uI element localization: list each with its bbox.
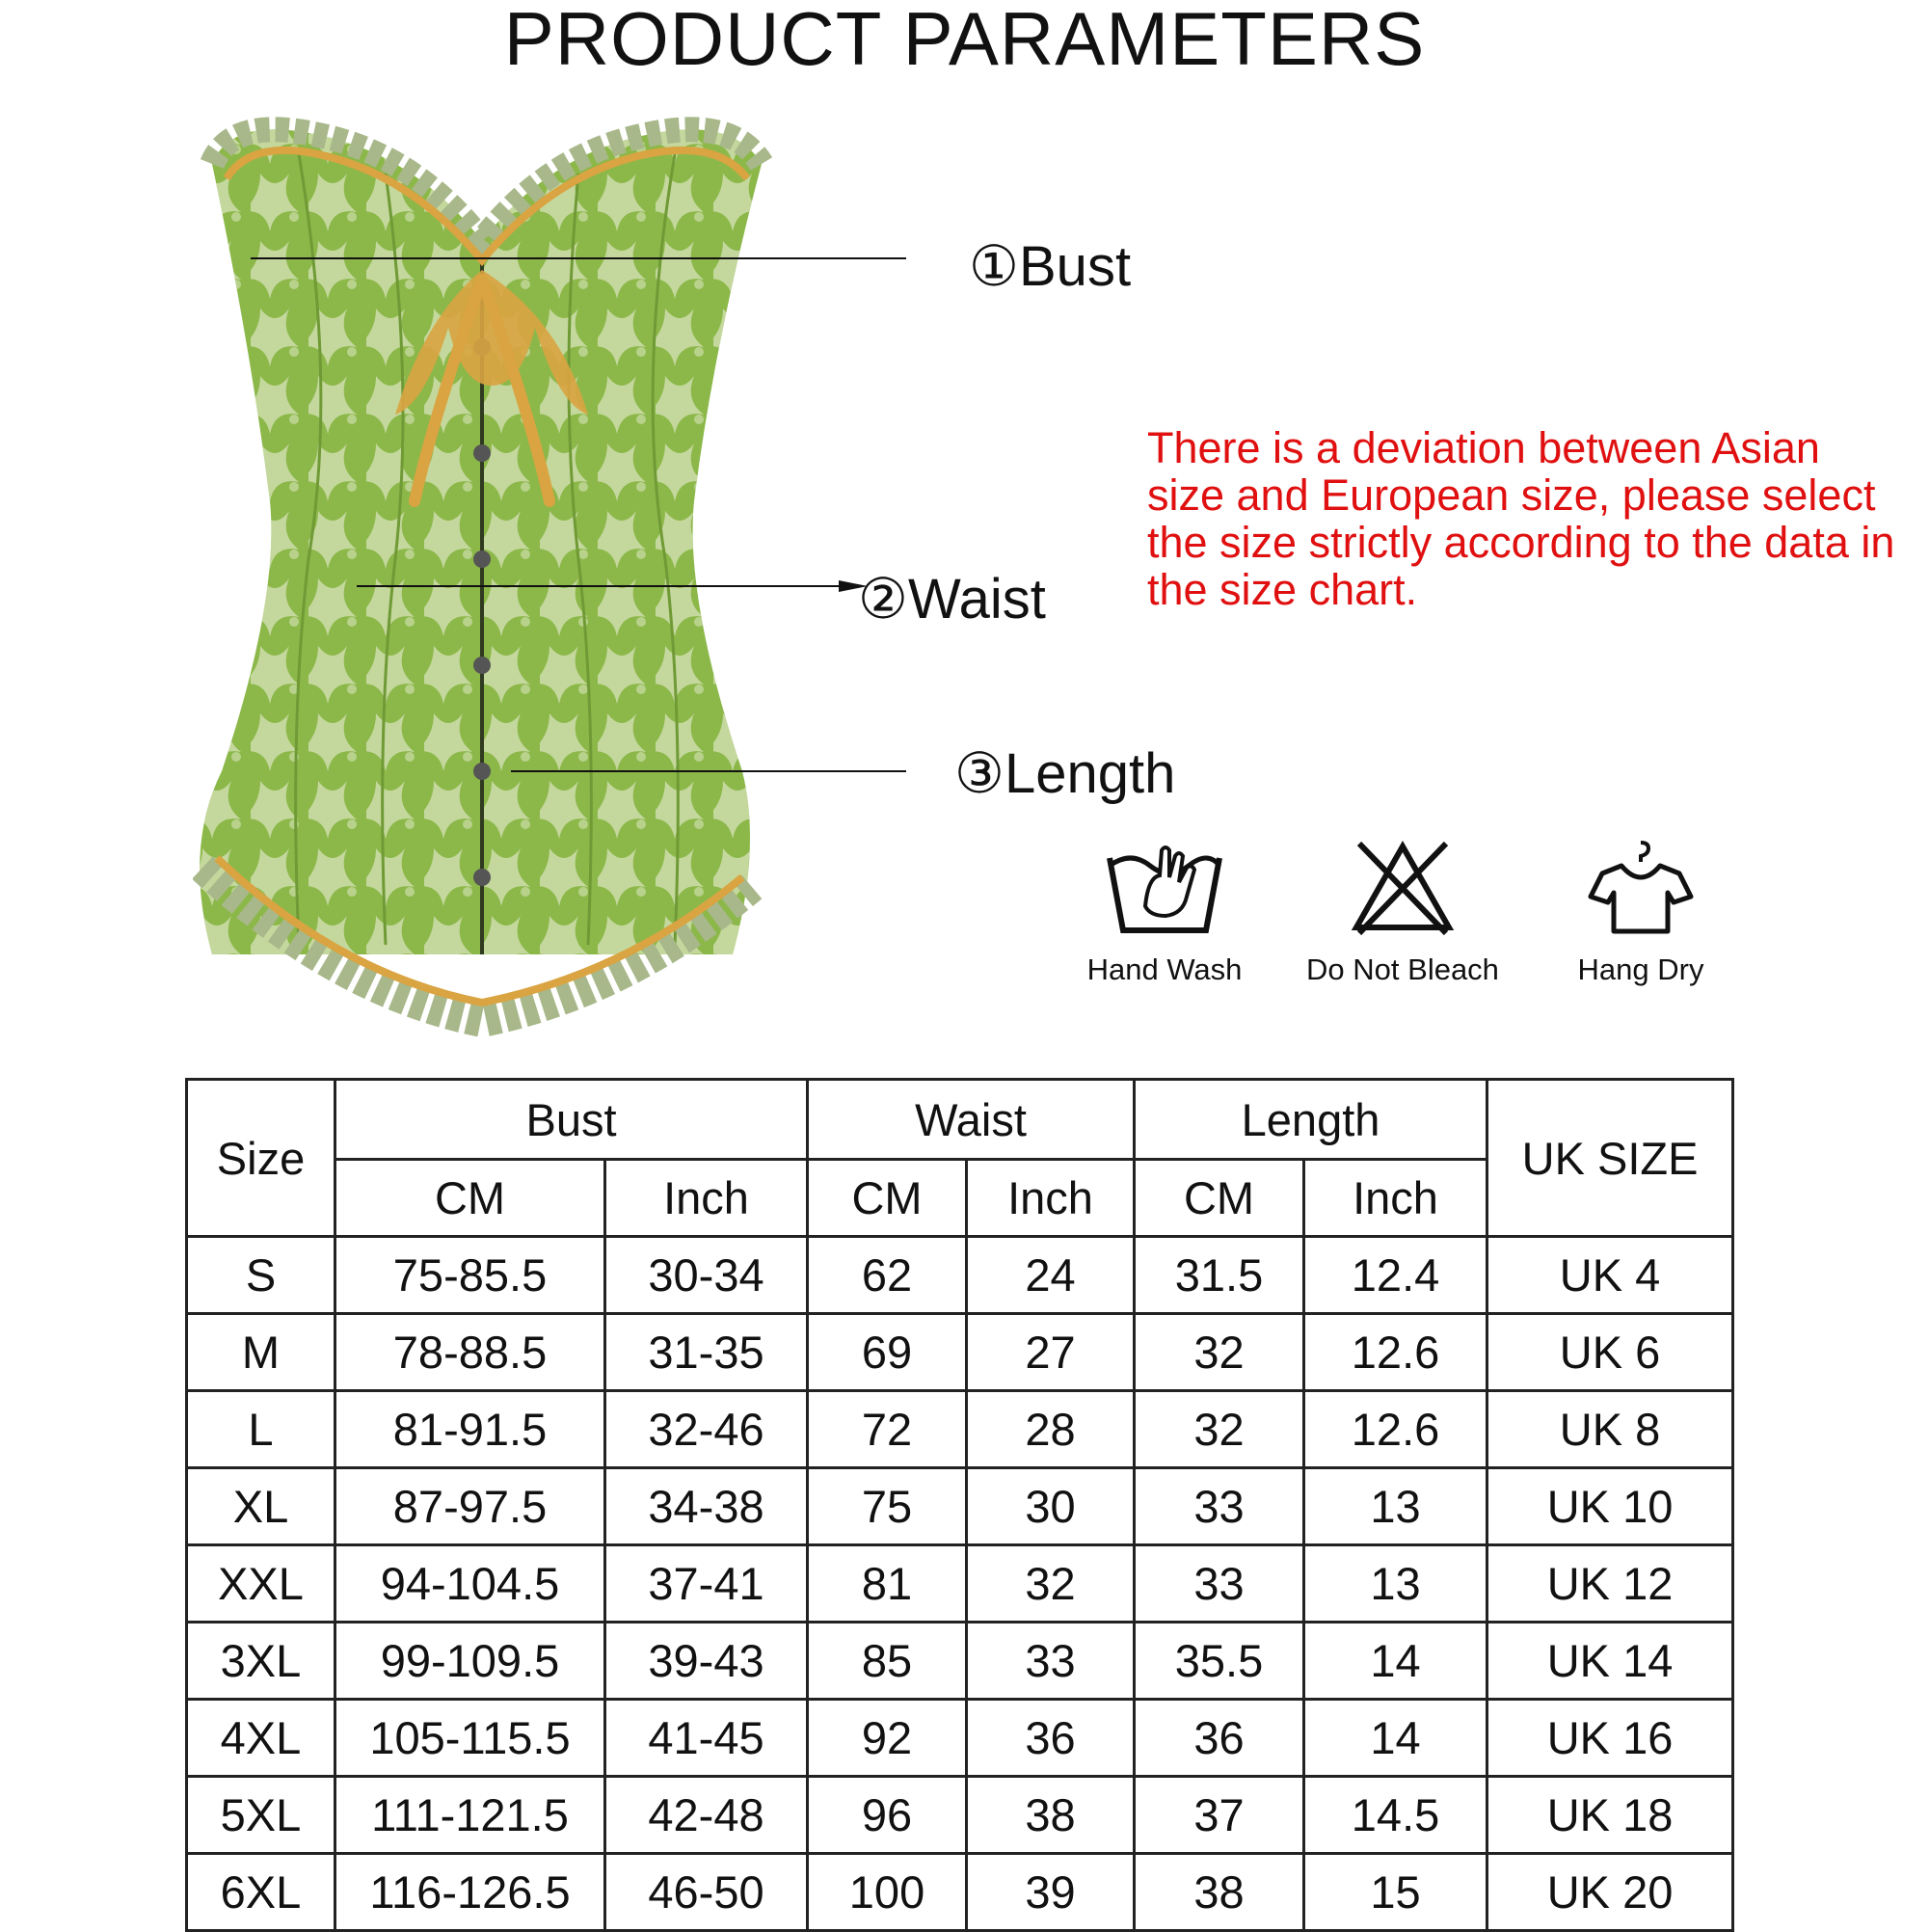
cell-waist-inch: 27 [967,1314,1135,1391]
do-not-bleach-icon [1345,839,1460,935]
cell-waist-inch: 39 [967,1854,1135,1931]
cell-bust-cm: 78-88.5 [335,1314,605,1391]
cell-bust-inch: 39-43 [605,1623,808,1700]
cell-waist-inch: 30 [967,1468,1135,1545]
size-chart-table [185,1078,1734,1932]
table-row [187,1545,1733,1623]
cell-bust-inch: 41-45 [605,1700,808,1777]
cell-uk-size: UK 12 [1487,1545,1733,1623]
cell-uk-size: UK 14 [1487,1623,1733,1700]
cell-length-cm: 32 [1135,1314,1304,1391]
table-row [187,1391,1733,1468]
hand-wash-icon [1102,839,1227,935]
cell-length-inch: 13 [1304,1468,1487,1545]
cell-length-inch: 12.6 [1304,1314,1487,1391]
table-row [187,1314,1733,1391]
cell-bust-cm: 116-126.5 [335,1854,605,1931]
cell-size: S [187,1237,335,1314]
cell-length-inch: 14.5 [1304,1777,1487,1854]
length-measure-label: ③Length [954,742,1176,805]
table-row [187,1700,1733,1777]
cell-waist-inch: 33 [967,1623,1135,1700]
cell-bust-cm: 87-97.5 [335,1468,605,1545]
cell-waist-inch: 24 [967,1237,1135,1314]
cell-length-inch: 14 [1304,1700,1487,1777]
cell-waist-cm: 69 [808,1314,967,1391]
care-label: Hand Wash [1086,953,1243,986]
cell-bust-cm: 105-115.5 [335,1700,605,1777]
cell-length-cm: 33 [1135,1545,1304,1623]
cell-waist-cm: 92 [808,1700,967,1777]
cell-uk-size: UK 8 [1487,1391,1733,1468]
cell-waist-cm: 62 [808,1237,967,1314]
bust-measure-label: ①Bust [969,235,1132,298]
cell-bust-inch: 34-38 [605,1468,808,1545]
cell-bust-inch: 32-46 [605,1391,808,1468]
header-waist-inch: Inch [967,1160,1135,1237]
cell-waist-cm: 100 [808,1854,967,1931]
cell-uk-size: UK 20 [1487,1854,1733,1931]
cell-size: L [187,1391,335,1468]
table-row [187,1468,1733,1545]
cell-waist-cm: 96 [808,1777,967,1854]
cell-length-inch: 15 [1304,1854,1487,1931]
size-deviation-note: There is a deviation between Asian size and European size, please select the size strictly according to the data in the size chart. [1147,423,1895,614]
header-length-cm: CM [1135,1160,1304,1237]
cell-uk-size: UK 16 [1487,1700,1733,1777]
cell-length-cm: 38 [1135,1854,1304,1931]
header-bust-cm: CM [335,1160,605,1237]
header-size: Size [187,1080,335,1237]
cell-size: 5XL [187,1777,335,1854]
header-bust-inch: Inch [605,1160,808,1237]
cell-size: 3XL [187,1623,335,1700]
header-uk-size: UK SIZE [1487,1080,1733,1237]
cell-length-cm: 35.5 [1135,1623,1304,1700]
hang-dry-icon [1583,839,1699,935]
cell-waist-cm: 85 [808,1623,967,1700]
cell-waist-inch: 28 [967,1391,1135,1468]
cell-waist-cm: 75 [808,1468,967,1545]
table-row [187,1777,1733,1854]
cell-uk-size: UK 10 [1487,1468,1733,1545]
cell-length-cm: 32 [1135,1391,1304,1468]
cell-bust-cm: 94-104.5 [335,1545,605,1623]
corset-product-image [193,96,906,1060]
cell-uk-size: UK 4 [1487,1237,1733,1314]
size-chart-body [187,1237,1733,1931]
header-waist-cm: CM [808,1160,967,1237]
cell-bust-inch: 46-50 [605,1854,808,1931]
cell-length-cm: 31.5 [1135,1237,1304,1314]
cell-bust-cm: 75-85.5 [335,1237,605,1314]
table-row [187,1623,1733,1700]
cell-size: 4XL [187,1700,335,1777]
cell-length-cm: 37 [1135,1777,1304,1854]
care-hand-wash [1049,839,1280,987]
care-label: Hang Dry [1577,953,1704,986]
cell-waist-inch: 36 [967,1700,1135,1777]
cell-uk-size: UK 18 [1487,1777,1733,1854]
care-hang-dry [1525,839,1756,987]
cell-bust-inch: 37-41 [605,1545,808,1623]
cell-waist-cm: 72 [808,1391,967,1468]
cell-size: XXL [187,1545,335,1623]
cell-length-inch: 13 [1304,1545,1487,1623]
care-do-not-bleach [1287,839,1518,987]
cell-bust-cm: 111-121.5 [335,1777,605,1854]
cell-length-inch: 12.6 [1304,1391,1487,1468]
cell-waist-inch: 32 [967,1545,1135,1623]
cell-length-cm: 33 [1135,1468,1304,1545]
cell-length-inch: 14 [1304,1623,1487,1700]
cell-uk-size: UK 6 [1487,1314,1733,1391]
cell-bust-cm: 99-109.5 [335,1623,605,1700]
waist-measure-label: ②Waist [858,568,1046,631]
cell-bust-inch: 42-48 [605,1777,808,1854]
page-title: PRODUCT PARAMETERS [503,0,1426,81]
header-length-inch: Inch [1304,1160,1487,1237]
cell-waist-inch: 38 [967,1777,1135,1854]
cell-size: XL [187,1468,335,1545]
header-bust: Bust [335,1080,808,1160]
cell-length-inch: 12.4 [1304,1237,1487,1314]
cell-bust-inch: 31-35 [605,1314,808,1391]
cell-bust-inch: 30-34 [605,1237,808,1314]
table-row [187,1854,1733,1931]
cell-waist-cm: 81 [808,1545,967,1623]
care-label: Do Not Bleach [1306,953,1499,986]
table-row [187,1237,1733,1314]
cell-bust-cm: 81-91.5 [335,1391,605,1468]
header-length: Length [1135,1080,1487,1160]
cell-length-cm: 36 [1135,1700,1304,1777]
cell-size: M [187,1314,335,1391]
cell-size: 6XL [187,1854,335,1931]
header-waist: Waist [808,1080,1135,1160]
